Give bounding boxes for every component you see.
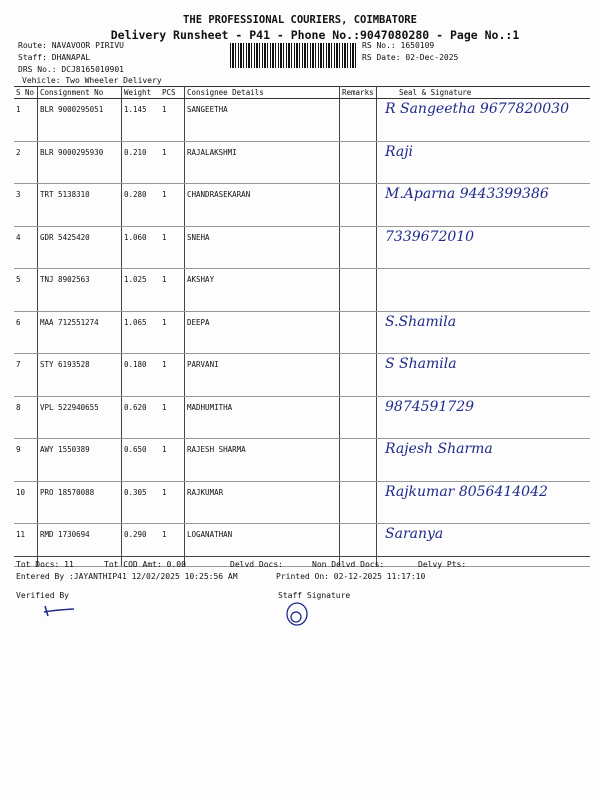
- handwritten-signature: Rajesh Sharma: [385, 441, 493, 457]
- cell-weight: 0.620: [122, 396, 161, 439]
- cell-weight: 0.210: [122, 141, 161, 184]
- col-signature: Seal & Signature: [377, 87, 591, 99]
- cell-sno: 10: [14, 481, 38, 524]
- table-row: [14, 396, 590, 439]
- handwritten-signature: S Shamila: [385, 356, 457, 372]
- cell-signature: [377, 184, 591, 227]
- table-row: [14, 269, 590, 312]
- cell-pcs: 1: [160, 141, 185, 184]
- cell-consignment: BLR 9000295930: [38, 141, 122, 184]
- cell-sno: 11: [14, 524, 38, 567]
- cell-weight: 0.305: [122, 481, 161, 524]
- cell-consignee: AKSHAY: [185, 269, 340, 312]
- handwritten-signature: Raji: [385, 143, 414, 160]
- cell-signature: [377, 269, 591, 312]
- handwritten-signature: Rajkumar 8056414042: [385, 483, 548, 500]
- cell-remarks: [340, 311, 377, 354]
- table-row: [14, 311, 590, 354]
- handwritten-signature: 7339672010: [385, 228, 475, 245]
- cell-consignment: GDR 5425420: [38, 226, 122, 269]
- cell-weight: 1.060: [122, 226, 161, 269]
- cell-sno: 2: [14, 141, 38, 184]
- cell-consignee: RAJALAKSHMI: [185, 141, 340, 184]
- cell-consignee: PARVANI: [185, 354, 340, 397]
- handwritten-signature: R Sangeetha 9677820030: [385, 101, 569, 117]
- tot-docs: Tot Docs: 11: [16, 560, 74, 569]
- cell-weight: 0.290: [122, 524, 161, 567]
- cell-consignment: PRO 18570088: [38, 481, 122, 524]
- vehicle: Vehicle: Two Wheeler Delivery: [22, 76, 162, 85]
- barcode: [230, 43, 357, 68]
- table-row: [14, 184, 590, 227]
- staff-signature: [282, 600, 312, 628]
- table-row: [14, 481, 590, 524]
- cell-weight: 0.650: [122, 439, 161, 482]
- route: Route: NAVAVOOR PIRIVU: [18, 41, 124, 50]
- cell-remarks: [340, 269, 377, 312]
- cell-remarks: [340, 184, 377, 227]
- table-row: [14, 439, 590, 482]
- cell-pcs: 1: [160, 311, 185, 354]
- cell-consignee: RAJESH SHARMA: [185, 439, 340, 482]
- cell-pcs: 1: [160, 439, 185, 482]
- handwritten-signature: M.Aparna 9443399386: [385, 186, 549, 202]
- table-row: [14, 524, 590, 567]
- cell-signature: [377, 439, 591, 482]
- handwritten-signature: 9874591729: [385, 398, 475, 415]
- cell-signature: [377, 481, 591, 524]
- verifier-signature: [40, 600, 80, 620]
- cell-sno: 8: [14, 396, 38, 439]
- col-remarks: Remarks: [340, 87, 377, 99]
- cell-remarks: [340, 396, 377, 439]
- cell-consignee: LOGANATHAN: [185, 524, 340, 567]
- cell-signature: [377, 524, 591, 567]
- cell-consignment: BLR 9000295051: [38, 99, 122, 142]
- tot-cod: Tot COD Amt: 0.00: [104, 560, 186, 569]
- cell-weight: 0.180: [122, 354, 161, 397]
- col-consignment: Consignment No: [38, 87, 122, 99]
- cell-sno: 9: [14, 439, 38, 482]
- table-row: [14, 354, 590, 397]
- runsheet-table: [14, 86, 590, 567]
- cell-consignment: VPL 522940655: [38, 396, 122, 439]
- table-row: [14, 226, 590, 269]
- col-pcs: PCS: [160, 87, 185, 99]
- rs-no: RS No.: 1650109: [362, 41, 435, 50]
- col-sno: S No: [14, 87, 38, 99]
- cell-sno: 5: [14, 269, 38, 312]
- cell-pcs: 1: [160, 524, 185, 567]
- col-weight: Weight: [122, 87, 161, 99]
- handwritten-signature: S.Shamila: [385, 313, 457, 330]
- cell-weight: 0.280: [122, 184, 161, 227]
- company-title: THE PROFESSIONAL COURIERS, COIMBATORE: [183, 14, 417, 26]
- delvd-docs: Delvd Docs:: [230, 560, 283, 569]
- cell-pcs: 1: [160, 99, 185, 142]
- cell-consignment: MAA 712551274: [38, 311, 122, 354]
- cell-sno: 1: [14, 99, 38, 142]
- cell-consignment: STY 6193528: [38, 354, 122, 397]
- cell-pcs: 1: [160, 184, 185, 227]
- printed-on: Printed On: 02-12-2025 11:17:10: [276, 572, 426, 581]
- cell-weight: 1.065: [122, 311, 161, 354]
- handwritten-signature: Saranya: [385, 526, 444, 542]
- table-row: [14, 141, 590, 184]
- cell-weight: 1.145: [122, 99, 161, 142]
- cell-sno: 6: [14, 311, 38, 354]
- cell-remarks: [340, 99, 377, 142]
- col-consignee: Consignee Details: [185, 87, 340, 99]
- cell-consignee: RAJKUMAR: [185, 481, 340, 524]
- cell-pcs: 1: [160, 354, 185, 397]
- cell-consignee: MADHUMITHA: [185, 396, 340, 439]
- cell-signature: [377, 99, 591, 142]
- staff-signature-label: Staff Signature: [278, 591, 351, 600]
- cell-consignment: TNJ 8902563: [38, 269, 122, 312]
- cell-consignee: DEEPA: [185, 311, 340, 354]
- cell-pcs: 1: [160, 226, 185, 269]
- cell-pcs: 1: [160, 396, 185, 439]
- cell-consignee: SNEHA: [185, 226, 340, 269]
- verified-by: Verified By: [16, 591, 69, 600]
- cell-remarks: [340, 439, 377, 482]
- cell-pcs: 1: [160, 481, 185, 524]
- cell-remarks: [340, 141, 377, 184]
- cell-sno: 4: [14, 226, 38, 269]
- cell-consignee: CHANDRASEKARAN: [185, 184, 340, 227]
- divider: [14, 556, 590, 557]
- cell-signature: [377, 311, 591, 354]
- delvy-pts: Delvy Pts:: [418, 560, 467, 569]
- staff: Staff: DHANAPAL: [18, 53, 91, 62]
- cell-remarks: [340, 354, 377, 397]
- table-row: [14, 99, 590, 142]
- entered-by: Entered By :JAYANTHIP41 12/02/2025 10:25:56 AM: [16, 572, 238, 581]
- cell-consignment: TRT 5138310: [38, 184, 122, 227]
- cell-pcs: 1: [160, 269, 185, 312]
- cell-sno: 3: [14, 184, 38, 227]
- cell-consignee: SANGEETHA: [185, 99, 340, 142]
- cell-remarks: [340, 226, 377, 269]
- non-delvd-docs: Non Delvd Docs:: [312, 560, 385, 569]
- cell-signature: [377, 141, 591, 184]
- cell-signature: [377, 354, 591, 397]
- cell-consignment: AWY 1550389: [38, 439, 122, 482]
- cell-weight: 1.025: [122, 269, 161, 312]
- cell-signature: [377, 396, 591, 439]
- runsheet-subtitle: Delivery Runsheet - P41 - Phone No.:9047080280 - Page No.:1: [110, 28, 520, 42]
- cell-consignment: RMD 1730694: [38, 524, 122, 567]
- cell-remarks: [340, 481, 377, 524]
- rs-date: RS Date: 02-Dec-2025: [362, 53, 459, 62]
- drs-no: DRS No.: DCJ8165010901: [18, 65, 124, 74]
- cell-signature: [377, 226, 591, 269]
- cell-sno: 7: [14, 354, 38, 397]
